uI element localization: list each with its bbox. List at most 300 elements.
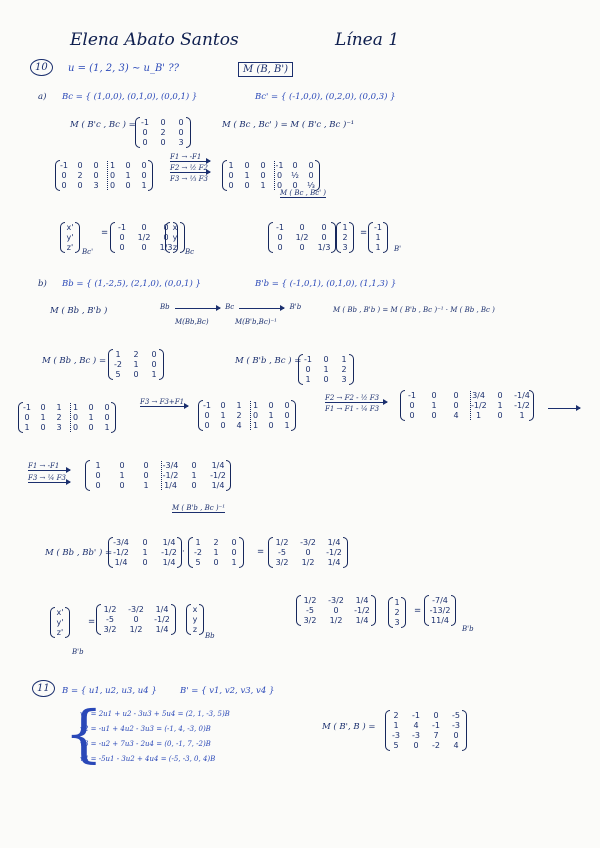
matrix-cell: 1 bbox=[375, 243, 381, 252]
matrix-cell: 3/2 bbox=[103, 625, 117, 634]
matrix-cell: 0 bbox=[308, 171, 314, 180]
matrix-cell: -3/2 bbox=[300, 538, 316, 547]
cn-b-vector bbox=[388, 590, 406, 628]
matrix-cell: 2 bbox=[342, 233, 348, 242]
matrix-cell: 3 bbox=[93, 181, 99, 190]
cn-b-matrix bbox=[296, 588, 376, 626]
matrix-bpb-bc bbox=[298, 347, 354, 385]
matrix-label-bc: M ( B'c , Bc ) = bbox=[70, 120, 136, 130]
matrix-cell: 0 bbox=[24, 413, 30, 422]
matrix-cell: 0 bbox=[284, 411, 290, 420]
matrix-cell: 1/4 bbox=[161, 481, 179, 490]
part-a-label: a) bbox=[38, 92, 47, 102]
matrix-cell: 0 bbox=[143, 471, 149, 480]
chain-equation: M ( Bb , B'b ) = M ( B'b , Bc )⁻¹ · M ( Bb , Bc ) bbox=[333, 306, 495, 314]
matrix-cell: -3/2 bbox=[128, 605, 144, 614]
matrix-cell: 2 bbox=[393, 711, 399, 720]
matrix-cell: 0 bbox=[119, 243, 125, 252]
matrix-cell: 0 bbox=[191, 481, 197, 490]
basis-bb: Bb = { (1,-2,5), (2,1,0), (0,0,1) } bbox=[62, 279, 201, 289]
matrix-cell: 1/2 bbox=[129, 625, 143, 634]
matrix-cell: 1/4 bbox=[355, 616, 369, 625]
matrix-cell: y' bbox=[66, 233, 74, 242]
coord-vector-x bbox=[165, 215, 185, 253]
matrix-cell: -1/2 bbox=[161, 548, 177, 557]
matrix-cell: -1/2 bbox=[113, 548, 129, 557]
matrix-cell: 1 bbox=[56, 403, 62, 412]
matrix-cell: 0 bbox=[142, 538, 148, 547]
matrix-cell: y bbox=[192, 615, 198, 624]
matrix-cell: 0 bbox=[178, 128, 184, 137]
matrix-cell: 0 bbox=[141, 223, 147, 232]
row-op-1: F1 → -F1 bbox=[170, 153, 210, 162]
matrix-cell: 0 bbox=[497, 391, 503, 400]
augmented-matrix-a-left bbox=[55, 153, 153, 191]
matrix-cell: 1/2 bbox=[301, 558, 315, 567]
matrix-cell: ⅓ bbox=[307, 181, 315, 190]
matrix-bc-prime bbox=[135, 110, 191, 148]
cv-b-vector bbox=[50, 600, 70, 638]
matrix-cell: 3 bbox=[178, 138, 184, 147]
matrix-cell: 0 bbox=[274, 181, 284, 190]
matrix-cell: -3 bbox=[452, 721, 460, 730]
matrix-cell: 1/4 bbox=[162, 558, 176, 567]
continue-arrow bbox=[548, 394, 580, 413]
matrix-cell: 4 bbox=[236, 421, 242, 430]
matrix-cell: -5 bbox=[452, 711, 460, 720]
matrix-cell: z bbox=[172, 243, 178, 252]
matrix-cell: 1 bbox=[394, 598, 400, 607]
matrix-cell: -3/4 bbox=[113, 538, 129, 547]
target-matrix-b: M ( Bb , B'b ) bbox=[50, 306, 108, 316]
basis-b: B = { u1, u2, u3, u4 } bbox=[62, 686, 157, 696]
matrix-cell: 0 bbox=[228, 181, 234, 190]
matrix-cell: -5 bbox=[278, 548, 286, 557]
matrix-cell: -1 bbox=[374, 223, 382, 232]
matrix-cell: 1/4 bbox=[355, 596, 369, 605]
matrix-cell: 0 bbox=[142, 558, 148, 567]
matrix-cell: x bbox=[192, 605, 198, 614]
gauss-op-1: F3 → F3+F1 bbox=[140, 398, 188, 407]
matrix-cell: 0 bbox=[142, 128, 148, 137]
matrix-cell: 0 bbox=[125, 161, 131, 170]
matrix-cell: 0 bbox=[133, 370, 139, 379]
cv-b-matrix bbox=[96, 597, 176, 635]
matrix-cell: 0 bbox=[231, 538, 237, 547]
matrix-cell: 0 bbox=[93, 161, 99, 170]
matrix-cell: 1 bbox=[431, 401, 437, 410]
gauss-ops-2 bbox=[325, 394, 387, 413]
basis-bb-prime: B'b = { (-1,0,1), (0,1,0), (1,1,3) } bbox=[255, 279, 397, 289]
matrix-cell: 1 bbox=[141, 181, 147, 190]
matrix-cell: 4 bbox=[453, 411, 459, 420]
matrix-cell: 1 bbox=[231, 558, 237, 567]
gauss-b-caption: M ( B'b , Bc )⁻¹ bbox=[172, 504, 226, 512]
matrix-cell: z bbox=[192, 625, 198, 634]
inverse-equation: M ( Bc , Bc' ) = M ( B'c , Bc )⁻¹ bbox=[222, 120, 355, 130]
chain-start: Bb bbox=[160, 303, 170, 311]
equals-sign: = bbox=[101, 228, 109, 238]
matrix-cell: -1 bbox=[412, 711, 420, 720]
matrix-cell: 0 bbox=[163, 223, 169, 232]
matrix-cell: 0 bbox=[178, 118, 184, 127]
matrix-cell: 0 bbox=[277, 233, 283, 242]
linear-system bbox=[80, 707, 230, 767]
matrix-cell: 0 bbox=[61, 181, 67, 190]
coord-vector-x-sub: Bc bbox=[185, 248, 195, 256]
matrix-cell: -2 bbox=[194, 548, 202, 557]
matrix-cell: 0 bbox=[268, 401, 274, 410]
product-matrix-b bbox=[188, 530, 244, 568]
numeric-result-a bbox=[368, 215, 388, 253]
matrix-cell: 1 bbox=[125, 171, 131, 180]
matrix-bb-bc bbox=[108, 342, 164, 380]
matrix-cell: 0 bbox=[61, 171, 67, 180]
matrix-cell: 1 bbox=[228, 161, 234, 170]
matrix-cell: -1 bbox=[23, 403, 31, 412]
matrix-cell: 0 bbox=[220, 401, 226, 410]
matrix-cell: 11/4 bbox=[431, 616, 449, 625]
augmented-matrix-a-right bbox=[222, 153, 320, 191]
matrix-cell: 0 bbox=[299, 243, 305, 252]
cv-b-equals: = bbox=[88, 617, 96, 627]
matrix-cell: 1 bbox=[323, 365, 329, 374]
product-dot: · bbox=[182, 547, 185, 557]
problem-10-number: 10 bbox=[30, 62, 53, 73]
matrix-cell: 1/4 bbox=[211, 481, 225, 490]
matrix-cell: 0 bbox=[260, 161, 266, 170]
matrix-cell: 1/2 bbox=[295, 233, 309, 242]
matrix-cell: 1/4 bbox=[327, 538, 341, 547]
matrix-bp-b-label: M ( B', B ) = bbox=[322, 722, 376, 732]
gauss-op-4b: F3 → ¼ F3 bbox=[28, 474, 70, 483]
matrix-cell: 0 bbox=[119, 461, 125, 470]
matrix-cell: 0 bbox=[70, 423, 80, 432]
matrix-cell: 0 bbox=[77, 181, 83, 190]
matrix-cell: 0 bbox=[244, 181, 250, 190]
cn-b-sub: B'b bbox=[462, 625, 474, 633]
matrix-cell: 0 bbox=[228, 171, 234, 180]
matrix-cell: 1/3 bbox=[317, 243, 331, 252]
matrix-cell: -5 bbox=[306, 606, 314, 615]
matrix-cell: 3 bbox=[394, 618, 400, 627]
matrix-cell: 0 bbox=[453, 731, 459, 740]
matrix-cell: 0 bbox=[292, 161, 298, 170]
mbb-label: M ( Bb , Bc ) = bbox=[42, 356, 107, 366]
matrix-cell: y bbox=[172, 233, 178, 242]
product-matrix-a bbox=[108, 530, 182, 568]
matrix-cell: 0 bbox=[133, 615, 139, 624]
matrix-cell: -1/2 bbox=[354, 606, 370, 615]
matrix-cell: 1 bbox=[40, 413, 46, 422]
matrix-cell: 1/4 bbox=[155, 625, 169, 634]
matrix-cell: 0 bbox=[104, 403, 110, 412]
cn-b-result bbox=[424, 588, 456, 626]
matrix-cell: -1 bbox=[203, 401, 211, 410]
matrix-cell: 1 bbox=[393, 721, 399, 730]
basis-b-prime: B' = { v1, v2, v3, v4 } bbox=[180, 686, 275, 696]
chain-middle: Bc bbox=[225, 303, 235, 311]
part-b-label: b) bbox=[38, 279, 47, 289]
matrix-cell: 0 bbox=[204, 411, 210, 420]
matrix-cell: 1 bbox=[133, 360, 139, 369]
matrix-cell: 2 bbox=[77, 171, 83, 180]
matrix-cell: 0 bbox=[321, 233, 327, 242]
matrix-cell: 1 bbox=[341, 355, 347, 364]
chain-arrow-1 bbox=[175, 308, 220, 309]
student-name: Elena Abato Santos bbox=[70, 30, 239, 50]
matrix-cell: 0 bbox=[453, 401, 459, 410]
matrix-cell: 0 bbox=[160, 138, 166, 147]
matrix-bp-b bbox=[385, 703, 467, 751]
matrix-cell: 0 bbox=[95, 481, 101, 490]
matrix-cell: 0 bbox=[277, 243, 283, 252]
product-result bbox=[268, 530, 348, 568]
matrix-cell: 0 bbox=[260, 171, 266, 180]
matrix-cell: 0 bbox=[40, 403, 46, 412]
matrix-cell: 0 bbox=[220, 421, 226, 430]
matrix-cell: z' bbox=[56, 628, 64, 637]
matrix-cell: 1 bbox=[24, 423, 30, 432]
matrix-cell: ½ bbox=[291, 171, 299, 180]
matrix-cell: 1 bbox=[142, 548, 148, 557]
chain-label-2: M(B'b,Bc)⁻¹ bbox=[235, 318, 277, 326]
matrix-cell: 0 bbox=[88, 423, 94, 432]
gauss-b-step1 bbox=[18, 395, 116, 433]
matrix-cell: 1 bbox=[151, 370, 157, 379]
chain-end: B'b bbox=[289, 303, 302, 311]
matrix-cell: z' bbox=[66, 243, 74, 252]
gauss-op-2b: F1 → F1 - ¼ F3 bbox=[325, 405, 380, 413]
matrix-cell: -1/2 bbox=[471, 401, 487, 410]
matrix-cell: 1 bbox=[244, 171, 250, 180]
matrix-cell: 1 bbox=[260, 181, 266, 190]
matrix-cell: 1 bbox=[107, 161, 117, 170]
matrix-cell: 1 bbox=[70, 403, 80, 412]
matrix-cell: 0 bbox=[163, 233, 169, 242]
matrix-cell: 1 bbox=[375, 233, 381, 242]
matrix-cell: 0 bbox=[292, 181, 298, 190]
matrix-cell: 3 bbox=[341, 375, 347, 384]
matrix-cell: 1 bbox=[143, 481, 149, 490]
gauss-op-4a: F1 → -F1 bbox=[28, 462, 70, 471]
cv-b-xsub: Bb bbox=[205, 632, 215, 640]
mbpb-label: M ( B'b , Bc ) = bbox=[235, 356, 302, 366]
matrix-cell: 0 bbox=[431, 411, 437, 420]
problem-10-statement: u = (1, 2, 3) ∼ u_B' ?? bbox=[68, 63, 179, 74]
matrix-cell: -3 bbox=[392, 731, 400, 740]
chain-label-1: M(Bb,Bc) bbox=[175, 318, 209, 326]
product-label: M ( Bb , Bb' ) = bbox=[45, 548, 113, 558]
matrix-cell: 1 bbox=[119, 471, 125, 480]
matrix-cell: 0 bbox=[409, 411, 415, 420]
matrix-cell: -1 bbox=[275, 161, 284, 170]
matrix-cell: x' bbox=[56, 608, 64, 617]
chain-arrow-2 bbox=[239, 308, 284, 309]
numeric-vector-a bbox=[336, 215, 354, 253]
matrix-cell: 1 bbox=[497, 401, 503, 410]
matrix-cell: -1 bbox=[408, 391, 416, 400]
matrix-cell: 4 bbox=[453, 741, 459, 750]
matrix-cell: 0 bbox=[191, 461, 197, 470]
matrix-cell: 0 bbox=[104, 413, 110, 422]
equation-v1: v1 = 2u1 + u2 - 3u3 + 5u4 = (2, 1, -3, 5)B bbox=[80, 710, 230, 718]
matrix-cell: 1/4 bbox=[155, 605, 169, 614]
coord-vector-prime bbox=[60, 215, 80, 253]
matrix-cell: 0 bbox=[409, 401, 415, 410]
matrix-cell: 0 bbox=[497, 411, 503, 420]
matrix-cell: -3/4 bbox=[162, 461, 179, 470]
matrix-cell: 3/2 bbox=[303, 616, 317, 625]
matrix-cell: 0 bbox=[107, 171, 117, 180]
matrix-cell: x bbox=[172, 223, 178, 232]
cn-b-equals: = bbox=[414, 606, 422, 616]
matrix-cell: 1/3 bbox=[159, 243, 173, 252]
matrix-cell: 5 bbox=[195, 558, 201, 567]
equation-v4: v4 = -5u1 - 3u2 + 4u4 = (-5, -3, 0, 4)B bbox=[80, 755, 216, 763]
basis-chain bbox=[160, 303, 301, 311]
matrix-cell: 1 bbox=[305, 375, 311, 384]
matrix-cell: 0 bbox=[431, 391, 437, 400]
matrix-cell: 0 bbox=[268, 421, 274, 430]
matrix-cell: 3/2 bbox=[275, 558, 289, 567]
matrix-cell: 4 bbox=[413, 721, 419, 730]
matrix-cell: 2 bbox=[213, 538, 219, 547]
row-op-3: F3 → ⅓ F3 bbox=[170, 175, 208, 183]
matrix-cell: 0 bbox=[453, 391, 459, 400]
matrix-cell: 0 bbox=[93, 171, 99, 180]
matrix-cell: 0 bbox=[151, 350, 157, 359]
equals-sign-2: = bbox=[360, 228, 368, 238]
matrix-cell: -1/2 bbox=[154, 615, 170, 624]
equation-v3: v3 = -u2 + 7u3 - 2u4 = (0, -1, 7, -2)B bbox=[80, 740, 211, 748]
matrix-cell: 1 bbox=[88, 413, 94, 422]
matrix-cell: 2 bbox=[133, 350, 139, 359]
matrix-cell: 3/4 bbox=[470, 391, 486, 400]
cv-b-sub: B'b bbox=[72, 648, 84, 656]
gauss-ops-4 bbox=[28, 462, 70, 483]
matrix-cell: -5 bbox=[106, 615, 114, 624]
matrix-cell: 3 bbox=[342, 243, 348, 252]
matrix-cell: 0 bbox=[244, 161, 250, 170]
matrix-cell: 1/2 bbox=[329, 616, 343, 625]
matrix-cell: -1/4 bbox=[514, 391, 530, 400]
equation-v2: v2 = -u1 + 4u2 - 3u3 = (-1, 4, -3, 0)B bbox=[80, 725, 211, 733]
matrix-cell: 2 bbox=[394, 608, 400, 617]
matrix-cell: 1/2 bbox=[103, 605, 117, 614]
row-ops-a bbox=[170, 153, 210, 183]
matrix-cell: 0 bbox=[305, 548, 311, 557]
matrix-cell: 7 bbox=[433, 731, 439, 740]
matrix-cell: -1 bbox=[276, 223, 284, 232]
matrix-cell: 0 bbox=[323, 355, 329, 364]
matrix-cell: 0 bbox=[323, 375, 329, 384]
row-op-2: F2 → ½ F2 bbox=[170, 164, 210, 173]
matrix-cell: 0 bbox=[204, 421, 210, 430]
gauss-b-step4 bbox=[85, 453, 231, 491]
matrix-cell: -1 bbox=[141, 118, 149, 127]
matrix-cell: 1 bbox=[284, 421, 290, 430]
matrix-cell: 0 bbox=[160, 118, 166, 127]
matrix-cell: 1 bbox=[115, 350, 121, 359]
matrix-cell: 1 bbox=[236, 401, 242, 410]
matrix-cell: -1 bbox=[432, 721, 440, 730]
matrix-cell: -1/2 bbox=[162, 471, 179, 480]
matrix-cell: 0 bbox=[141, 161, 147, 170]
matrix-cell: -1/2 bbox=[210, 471, 226, 480]
gauss-b-step2 bbox=[198, 393, 296, 431]
matrix-cell: 5 bbox=[115, 370, 121, 379]
matrix-cell: 0 bbox=[333, 606, 339, 615]
matrix-cell: 1 bbox=[342, 223, 348, 232]
matrix-cell: 1/4 bbox=[211, 461, 225, 470]
matrix-cell: 2 bbox=[160, 128, 166, 137]
matrix-cell: 0 bbox=[107, 181, 117, 190]
matrix-cell: -2 bbox=[114, 360, 122, 369]
matrix-cell: 0 bbox=[40, 423, 46, 432]
matrix-cell: 0 bbox=[95, 471, 101, 480]
matrix-cell: 0 bbox=[231, 548, 237, 557]
matrix-cell: 2 bbox=[236, 411, 242, 420]
matrix-cell: 1 bbox=[268, 411, 274, 420]
matrix-cell: -3 bbox=[412, 731, 420, 740]
coord-vector-prime-sub: Bc' bbox=[82, 248, 93, 256]
matrix-cell: 1 bbox=[470, 411, 486, 420]
numeric-matrix-a bbox=[268, 215, 336, 253]
matrix-cell: 1/2 bbox=[303, 596, 317, 605]
matrix-cell: 1/4 bbox=[114, 558, 128, 567]
matrix-cell: 0 bbox=[213, 558, 219, 567]
matrix-cell: 1 bbox=[213, 548, 219, 557]
matrix-cell: 0 bbox=[321, 223, 327, 232]
matrix-cell: 5 bbox=[393, 741, 399, 750]
matrix-cell: 1/2 bbox=[137, 233, 151, 242]
matrix-cell: 1 bbox=[104, 423, 110, 432]
matrix-cell: x' bbox=[66, 223, 74, 232]
matrix-cell: 1 bbox=[220, 411, 226, 420]
matrix-cell: 0 bbox=[151, 360, 157, 369]
augmented-caption-a: M ( Bc , Bc' ) bbox=[280, 189, 327, 197]
gauss-op-2a: F2 → F2 - ½ F3 bbox=[325, 394, 387, 403]
matrix-cell: 0 bbox=[141, 171, 147, 180]
gauss-b-step3 bbox=[400, 383, 534, 421]
problem-11-number: 11 bbox=[32, 683, 55, 694]
matrix-cell: -1 bbox=[304, 355, 312, 364]
matrix-cell: -1/2 bbox=[514, 401, 530, 410]
matrix-cell: 0 bbox=[274, 171, 284, 180]
matrix-cell: 0 bbox=[119, 233, 125, 242]
matrix-cell: 2 bbox=[341, 365, 347, 374]
matrix-cell: 0 bbox=[299, 223, 305, 232]
matrix-cell: 0 bbox=[141, 243, 147, 252]
matrix-cell: 1 bbox=[95, 461, 101, 470]
matrix-cell: -7/4 bbox=[432, 596, 448, 605]
system-brace: { bbox=[64, 697, 104, 770]
matrix-cell: -1/2 bbox=[326, 548, 342, 557]
matrix-cell: y' bbox=[56, 618, 64, 627]
target-matrix-box: M (B, B') bbox=[238, 62, 293, 77]
matrix-cell: 1 bbox=[250, 421, 260, 430]
matrix-cell: 0 bbox=[125, 181, 131, 190]
matrix-cell: 0 bbox=[70, 413, 80, 422]
matrix-cell: 1 bbox=[250, 401, 260, 410]
line-label: Línea 1 bbox=[335, 30, 400, 50]
matrix-cell: 3 bbox=[56, 423, 62, 432]
matrix-cell: 0 bbox=[284, 401, 290, 410]
matrix-cell: 1 bbox=[519, 411, 525, 420]
matrix-cell: 0 bbox=[142, 138, 148, 147]
matrix-cell: -2 bbox=[432, 741, 440, 750]
